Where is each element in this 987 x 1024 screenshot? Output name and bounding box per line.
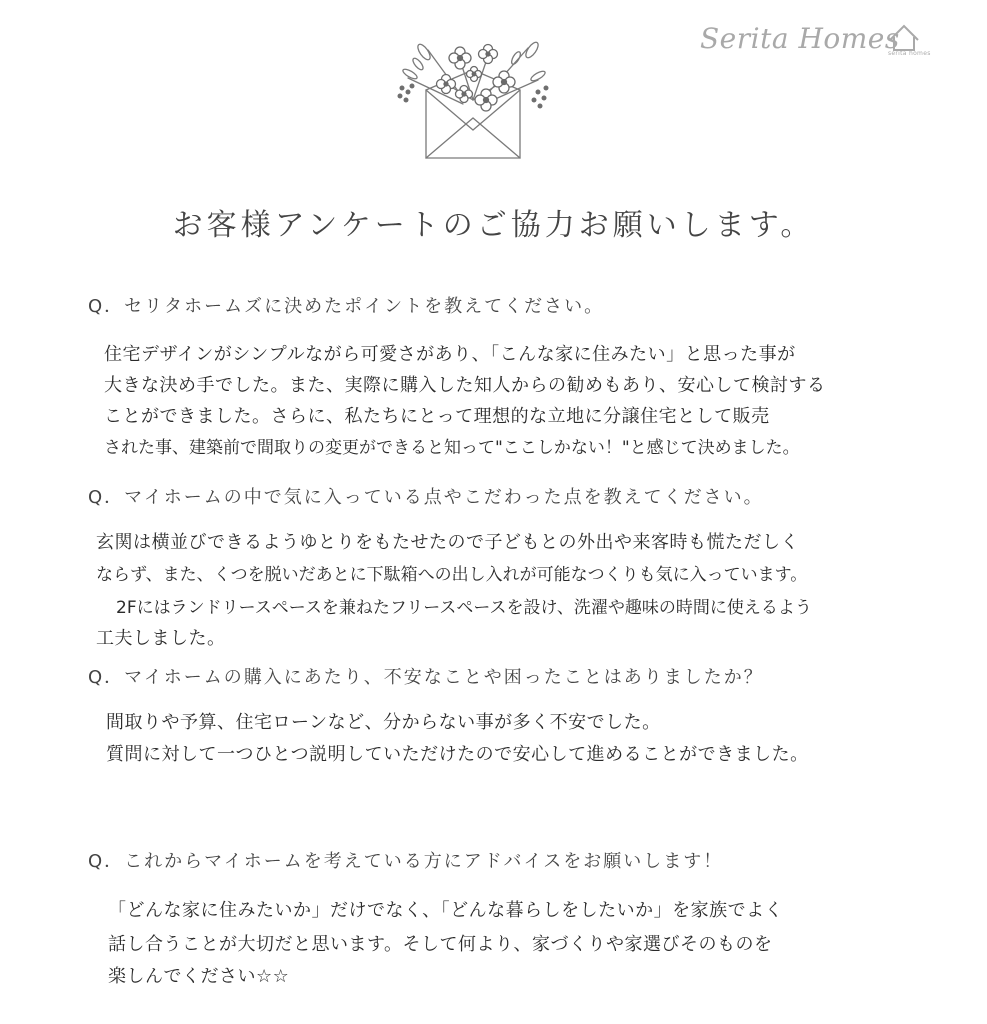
answer-3-line-1: 間取りや予算、住宅ローンなど、分からない事が多く不安でした。 (106, 712, 661, 733)
question-3: Q．マイホームの購入にあたり、不安なことや困ったことはありましたか？ (88, 667, 764, 688)
answer-4-line-1: 「どんな家に住みたいか」だけでなく、「どんな暮らしをしたいか」を家族でよく (108, 900, 784, 921)
answer-3-line-2: 質問に対して一つひとつ説明していただけたので安心して進めることができました。 (106, 744, 809, 765)
logo-text: Serita Homes (700, 22, 900, 55)
answer-1-line-4: された事、建築前で間取りの変更ができると知って"ここしかない！"と感じて決めました。 (104, 438, 800, 458)
page-title: お客様アンケートのご協力お願いします。 (172, 208, 815, 243)
question-2: Q．マイホームの中で気に入っている点やこだわった点を教えてください。 (88, 487, 764, 508)
answer-1-line-2: 大きな決め手でした。また、実際に購入した知人からの勧めもあり、安心して検討する (104, 375, 826, 396)
question-1: Q．セリタホームズに決めたポイントを教えてください。 (88, 296, 605, 317)
serita-homes-logo (700, 18, 940, 58)
answer-1-line-3: ことができました。さらに、私たちにとって理想的な立地に分譲住宅として販売 (104, 406, 770, 427)
envelope-flowers-illustration-icon (388, 30, 558, 170)
answer-2-line-2: ならず、また、くつを脱いだあとに下駄箱への出し入れが可能なつくりも気に入っています。 (96, 565, 808, 585)
answer-4-line-2: 話し合うことが大切だと思います。そして何より、家づくりや家選びそのものを (108, 934, 773, 955)
answer-2-line-3: 2Fにはランドリースペースを兼ねたフリースペースを設け、洗濯や趣味の時間に使えるよう (116, 598, 812, 618)
answer-4-line-3: 楽しんでください☆☆ (108, 966, 290, 987)
answer-1-line-1: 住宅デザインがシンプルながら可愛さがあり、「こんな家に住みたい」と思った事が (104, 344, 796, 365)
answer-2-line-4: 工夫しました。 (96, 628, 226, 649)
answer-2-line-1: 玄関は横並びできるようゆとりをもたせたので子どもとの外出や来客時も慌ただしく (96, 532, 799, 553)
logo-subtext: serita homes (888, 50, 931, 57)
question-4: Q．これからマイホームを考えている方にアドバイスをお願いします！ (88, 851, 724, 872)
